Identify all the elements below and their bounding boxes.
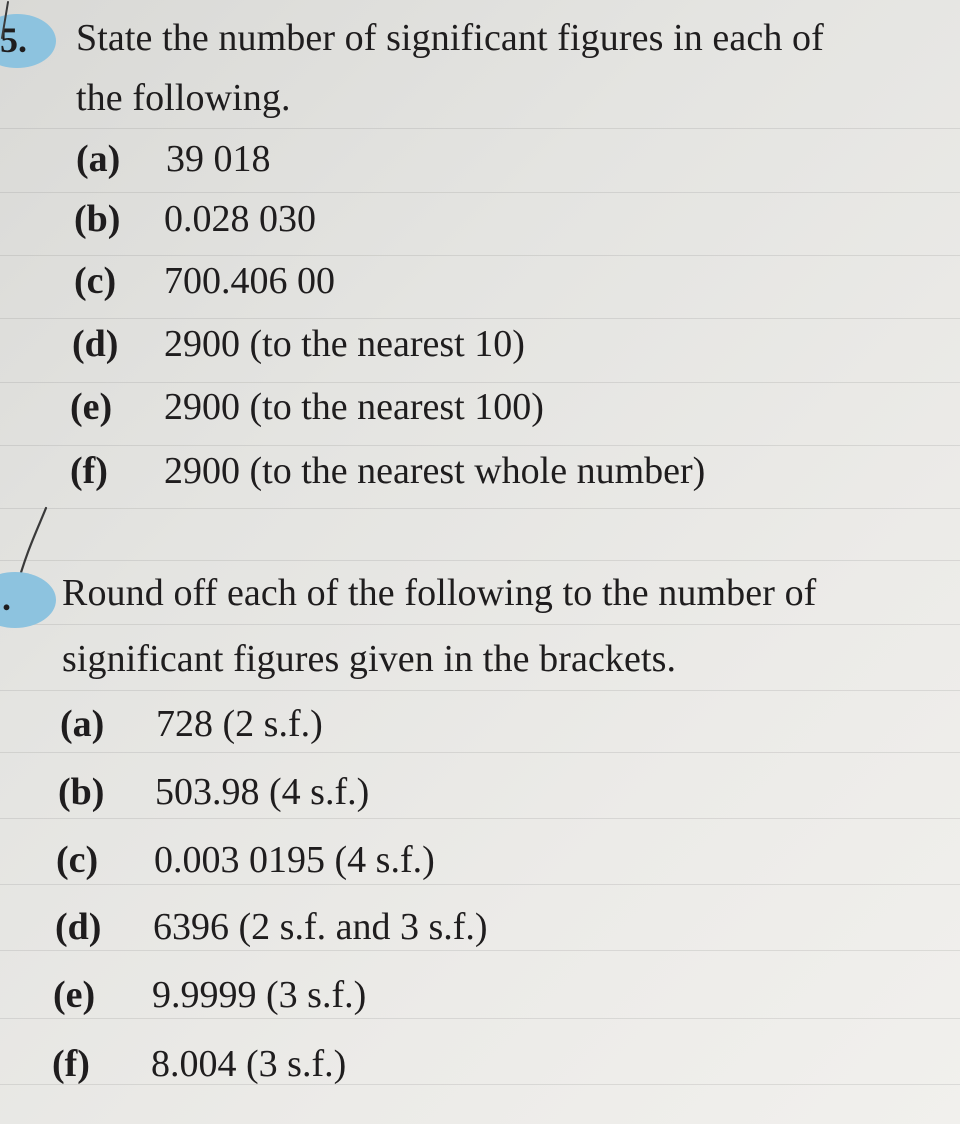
question-prompt <box>76 8 946 128</box>
sub-question-value: 728 (2 s.f.) <box>156 703 323 745</box>
sub-question-c <box>74 260 335 302</box>
sub-question-label: (a) <box>76 138 121 180</box>
sub-question-e <box>70 386 544 428</box>
prompt-line: Round off each of the following to the number of <box>62 572 817 614</box>
paper-rule <box>0 950 960 951</box>
sub-question-f <box>52 1043 347 1085</box>
sub-question-label: (b) <box>74 198 121 240</box>
sub-question-value: 39 018 <box>166 138 271 180</box>
paper-rule <box>0 1084 960 1085</box>
paper-rule <box>0 884 960 885</box>
sub-question-label: (b) <box>58 771 105 813</box>
prompt-line: the following. <box>76 77 291 119</box>
paper-rule <box>0 318 960 319</box>
sub-question-label: (f) <box>70 450 108 492</box>
sub-question-d <box>72 323 525 365</box>
sub-question-label: (f) <box>52 1043 90 1085</box>
sub-question-value: 2900 (to the nearest 10) <box>164 323 525 365</box>
sub-question-label: (d) <box>55 906 102 948</box>
sub-question-label: (c) <box>56 839 99 881</box>
paper-rule <box>0 128 960 129</box>
paper-rule <box>0 752 960 753</box>
sub-question-label: (a) <box>60 703 105 745</box>
sub-question-value: 6396 (2 s.f. and 3 s.f.) <box>153 906 488 948</box>
sub-question-value: 8.004 (3 s.f.) <box>151 1043 347 1085</box>
sub-question-value: 2900 (to the nearest 100) <box>164 386 544 428</box>
question-prompt <box>62 560 957 692</box>
paper-rule <box>0 818 960 819</box>
sub-question-value: 2900 (to the nearest whole number) <box>164 450 706 492</box>
sub-question-d <box>55 906 488 948</box>
sub-question-label: (d) <box>72 323 119 365</box>
sub-question-label: (c) <box>74 260 117 302</box>
sub-question-value: 9.9999 (3 s.f.) <box>152 974 367 1016</box>
sub-question-a <box>76 138 271 180</box>
sub-question-value: 0.003 0195 (4 s.f.) <box>154 839 435 881</box>
sub-question-c <box>56 839 435 881</box>
paper-rule <box>0 192 960 193</box>
sub-question-label: (e) <box>70 386 113 428</box>
question-number: 5. <box>0 20 27 60</box>
sub-question-f <box>70 450 706 492</box>
paper-rule <box>0 255 960 256</box>
paper-rule <box>0 382 960 383</box>
sub-question-value: 503.98 (4 s.f.) <box>155 771 370 813</box>
sub-question-e <box>53 974 367 1016</box>
sub-question-value: 0.028 030 <box>164 198 316 240</box>
sub-question-value: 700.406 00 <box>164 260 335 302</box>
paper-rule <box>0 508 960 509</box>
sub-question-a <box>60 703 323 745</box>
paper-rule <box>0 1018 960 1019</box>
sub-question-label: (e) <box>53 974 96 1016</box>
question-number: . <box>2 578 11 618</box>
prompt-line: significant figures given in the brackets. <box>62 638 677 680</box>
sub-question-b <box>74 198 316 240</box>
sub-question-b <box>58 771 370 813</box>
prompt-line: State the number of significant figures in each of <box>76 17 824 59</box>
paper-rule <box>0 445 960 446</box>
